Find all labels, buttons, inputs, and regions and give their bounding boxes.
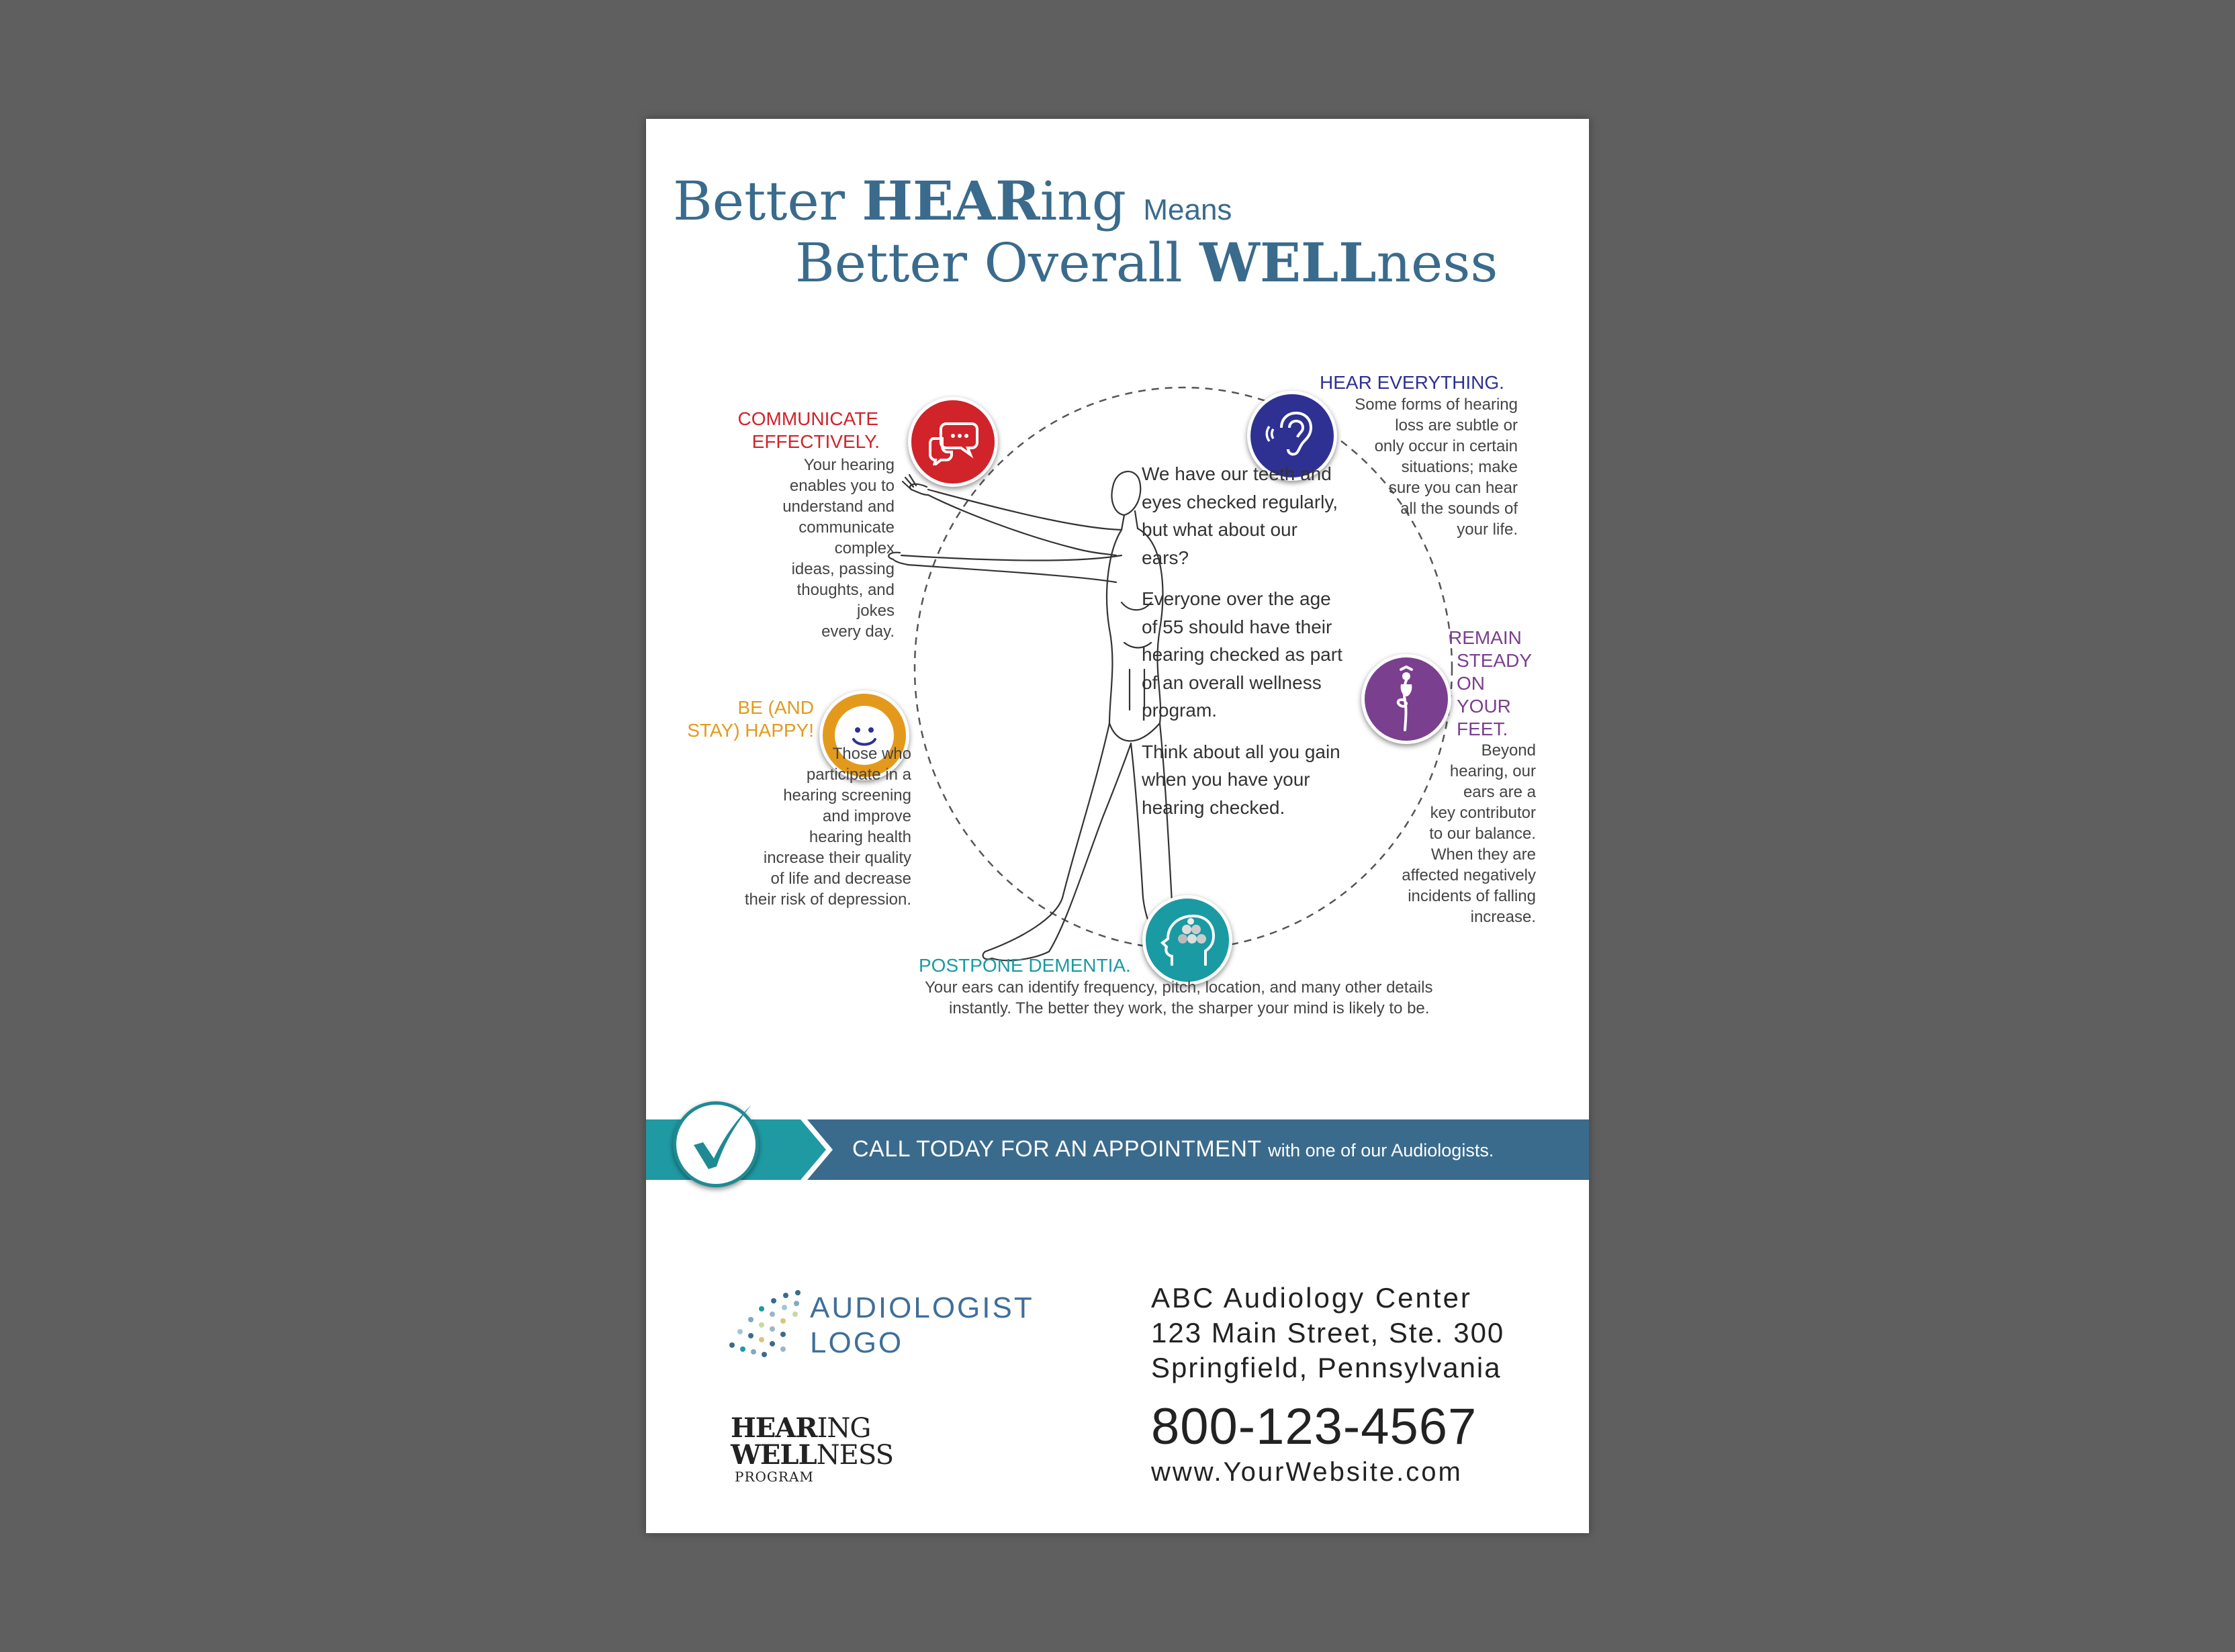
steady-heading [1449,627,1532,741]
cta-banner-text [852,1134,1494,1165]
yoga-pose-icon [1361,654,1451,744]
hear-heading: HEAR EVERYTHING. [1320,372,1504,393]
dementia-body [925,977,1462,1019]
dementia-heading: POSTPONE DEMENTIA. [919,955,1131,976]
hear-body: Some forms of hearing loss are subtle or only occur in certain situations; make sure you can hear all the sounds of your life. [1355,396,1518,539]
program-label: PROGRAM [735,1469,814,1485]
title-well-bold: WELL [1199,231,1377,294]
steady-heading-l5: FEET. [1457,719,1508,739]
contact-address [1151,1281,1504,1385]
program-ing: ING [817,1413,871,1444]
street-address: 123 Main Street, Ste. 300 [1151,1317,1505,1348]
center-paragraph-1: We have our teeth and eyes checked regularly, but what about our ears? [1142,463,1338,568]
happy-heading-l2: STAY) HAPPY! [687,720,814,741]
steady-heading-l4: YOUR [1457,696,1511,717]
program-ness: NESS [816,1440,893,1471]
title-ing: ing [1040,170,1126,232]
city-state: Springfield, Pennsylvania [1151,1352,1502,1383]
audiologist-logo-dots-icon [728,1287,809,1361]
happy-heading-l1: BE (AND [737,697,814,718]
audiologist-logo-text [810,1291,1034,1361]
steady-body: Beyond hearing, our ears are a key contributor to our balance. When they are affected negatively incidents of falling increase. [1402,741,1536,926]
cta-main: CALL TODAY FOR AN APPOINTMENT [852,1136,1262,1162]
hearing-wellness-program-logo [731,1412,893,1485]
phone-number[interactable]: 800-123-4567 [1151,1398,1477,1455]
center-paragraph-3: Think about all you gain when you have your hearing checked. [1142,741,1340,818]
center-paragraph-2: Everyone over the age of 55 should have their hearing checked as part of an overall wellness program. [1142,588,1342,721]
title-hear-bold: HEAR [862,169,1040,232]
brain-head-icon [1142,895,1232,985]
title-better-overall: Better Overall [795,232,1183,294]
steady-heading-l2: STEADY [1457,650,1533,671]
checkmark-icon [673,1101,759,1187]
happy-heading [673,696,814,742]
communicate-heading-l2: EFFECTIVELY. [751,431,880,452]
dementia-body-l1: Your ears can identify frequency, pitch, location, and many other details [925,978,1433,997]
program-hear: HEAR [731,1412,817,1444]
center-name: ABC Audiology Center [1151,1282,1472,1314]
steady-heading-l3: ON [1457,673,1485,694]
program-well: WELL [731,1439,817,1471]
title-ness: ness [1376,232,1498,294]
communicate-heading-l1: COMMUNICATE [737,408,878,429]
speech-bubble-icon [908,397,998,487]
website-link[interactable]: www.YourWebsite.com [1151,1457,1463,1487]
communicate-heading [724,408,878,453]
logo-line-2: LOGO [810,1326,904,1359]
steady-heading-l1: REMAIN [1449,627,1522,648]
happy-body: Those who participate in a hearing screening and improve hearing health increase their quality of life and decrease their risk of depression. [744,745,911,909]
title-means: Means [1143,193,1232,226]
center-intro-text [1142,460,1343,835]
title-better: Better [673,170,846,232]
logo-line-1: AUDIOLOGIST [810,1291,1034,1324]
dementia-body-l2: instantly. The better they work, the sharper your mind is likely to be. [949,999,1430,1017]
cta-rest: with one of our Audiologists. [1268,1140,1494,1160]
poster-flyer [646,119,1589,1533]
communicate-body: Your hearing enables you to understand and communicate complex ideas, passing thoughts, and jokes every day. [782,456,895,641]
